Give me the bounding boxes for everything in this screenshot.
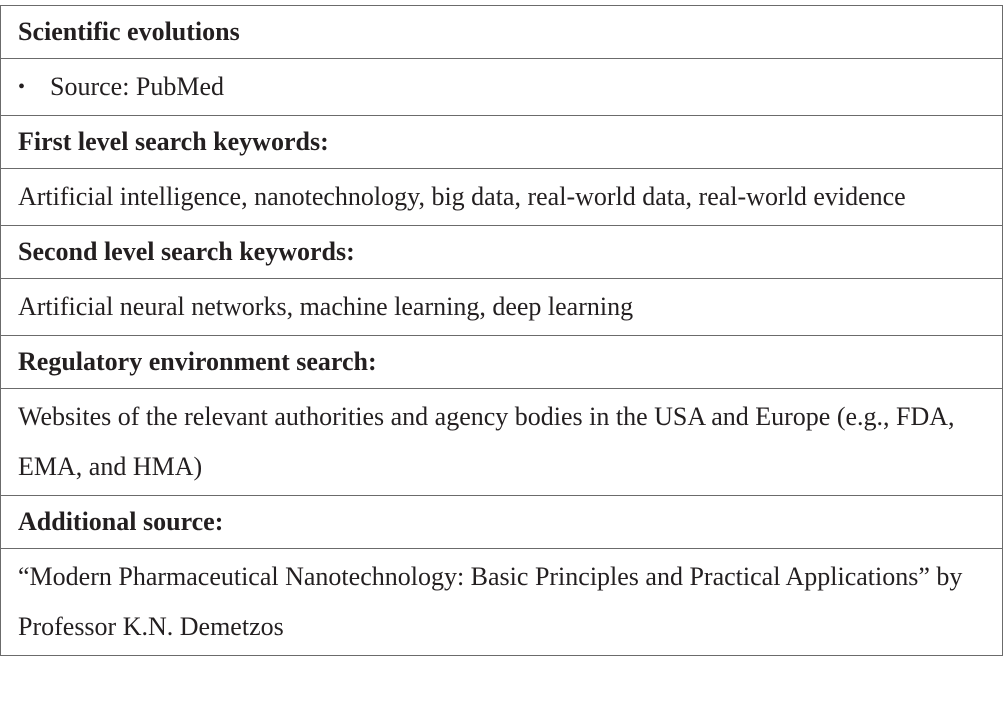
section-header-regulatory-search: Regulatory environment search: bbox=[1, 336, 1003, 389]
second-level-keywords-text: Artificial neural networks, machine learning, deep learning bbox=[1, 279, 1003, 336]
methodology-table bbox=[0, 5, 1003, 656]
table-row bbox=[1, 59, 1003, 116]
table-row bbox=[1, 549, 1003, 656]
section-header-additional-source: Additional source: bbox=[1, 496, 1003, 549]
section-header-scientific-evolutions: Scientific evolutions bbox=[1, 6, 1003, 59]
section-header-first-level-keywords: First level search keywords: bbox=[1, 116, 1003, 169]
section-header-second-level-keywords: Second level search keywords: bbox=[1, 226, 1003, 279]
table-row bbox=[1, 116, 1003, 169]
table-row bbox=[1, 6, 1003, 59]
additional-source-text: “Modern Pharmaceutical Nanotechnology: Basic Principles and Practical Applications” by Professor K.N. Demetzos bbox=[1, 549, 1003, 656]
source-cell bbox=[1, 59, 1003, 116]
bullet-list-item bbox=[18, 62, 985, 112]
table-row bbox=[1, 169, 1003, 226]
table-row bbox=[1, 226, 1003, 279]
table-row bbox=[1, 496, 1003, 549]
methodology-table-container bbox=[0, 5, 1003, 656]
table-row bbox=[1, 336, 1003, 389]
table-row bbox=[1, 389, 1003, 496]
first-level-keywords-text: Artificial intelligence, nanotechnology, big data, real-world data, real-world evidence bbox=[1, 169, 1003, 226]
bullet-icon: • bbox=[18, 76, 26, 98]
source-text: Source: PubMed bbox=[50, 72, 225, 101]
table-row bbox=[1, 279, 1003, 336]
regulatory-search-text: Websites of the relevant authorities and agency bodies in the USA and Europe (e.g., FDA, EMA, and HMA) bbox=[1, 389, 1003, 496]
